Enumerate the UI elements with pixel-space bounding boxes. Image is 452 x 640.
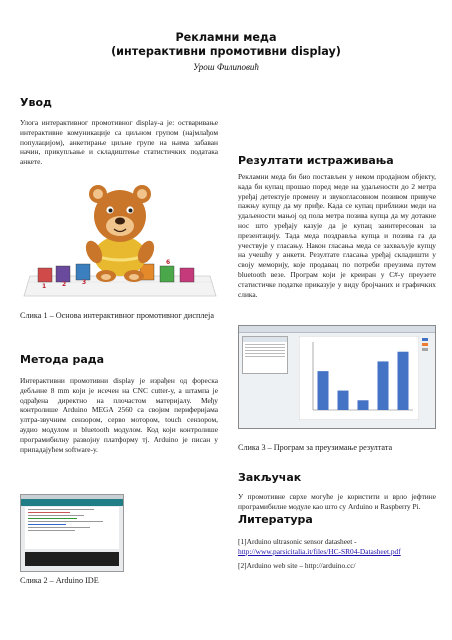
author: Урош Филиповић bbox=[193, 62, 259, 72]
svg-text:3: 3 bbox=[82, 279, 87, 286]
title-line-2: (интерактивни промотивни display) bbox=[111, 45, 341, 58]
intro-text: Улога интерактивног промотивног display-а је: остваривање интерактивне комуникације са циљном групом (најмлађом популацијом), анкетирање циљне групе на њима забаван начин, прикупљање и складиштење статистичких података анкете. bbox=[20, 118, 218, 167]
results-heading: Резултати истраживања bbox=[238, 154, 394, 167]
figure-1-caption: Слика 1 – Основа интерактивног промотивног дисплеја bbox=[20, 311, 214, 320]
chart-bar-2 bbox=[338, 391, 349, 410]
reference-2: [2]Arduino web site – http://arduino.cc/ bbox=[238, 561, 356, 570]
results-table bbox=[242, 336, 288, 374]
title-line-1: Рекламни меда bbox=[175, 31, 277, 44]
svg-text:2: 2 bbox=[62, 281, 67, 288]
reference-1 bbox=[238, 537, 436, 557]
chart-bar-4 bbox=[378, 361, 389, 410]
method-heading: Метода рада bbox=[20, 353, 105, 366]
chart-bar-3 bbox=[358, 400, 369, 410]
figure-3-caption: Слика 3 – Програм за преузимање резултата bbox=[238, 443, 393, 452]
chart-bar-1 bbox=[318, 371, 329, 410]
method-text: Интерактивни промотивни display је израђен од фореска дебљине 8 mm који је исечен на CNC cutter-у, а штампа је одрађена директно на плочастом материјалу. Међу контролише Arduino MEGA 2560 са својим периферијама ултра-звучним сензором, серво мотором, touch сензором, аудио модулом и bluetooth модулом. Код који контролише програмибилну развојну платформу тј. Arduino је писан у припадајућем software-у. bbox=[20, 376, 218, 454]
figure-3-program-window bbox=[238, 325, 436, 429]
figure-2-arduino-ide-image bbox=[20, 494, 124, 572]
reference-1-text: [1]Arduino ultrasonic sensor datasheet - bbox=[238, 537, 357, 546]
chart-bar-5 bbox=[398, 352, 409, 410]
references-heading: Литература bbox=[238, 513, 313, 526]
intro-heading: Увод bbox=[20, 96, 52, 109]
conclusion-text: У промотивне сврхе могуће је користити и врло јефтине програмибилне модуле као што су Arduino и Raspberry Pi. bbox=[238, 492, 436, 511]
svg-text:1: 1 bbox=[42, 283, 47, 290]
results-text: Рекламни меда би био постављен у неком продајном објекту, када би купац прошао поред меде на удаљености до 2 метра уређај детектује промену и звукогласовном позивом привуче пажњу купцу да му приђе. Када се купац приближи меди на удаљености мањој од пола метра позива купца да му дотакне нос што уређају казује да је купац заинтересован за презентацију. Тада меда поздравља купца и позива га да учествује у гласању. Након гласања меда се захваљује купцу на учешћу у анкети. Резултате гласања уређај складишти у своју меморију, које продавац по потреби преузима путем bluetooth везе. Програм који је креиран у C#-у преузете статистичке податке приказује у виду бројчаних и графичких слика. bbox=[238, 172, 436, 299]
reference-1-link[interactable]: http://www.parsicitalia.it/files/HC-SR04-Datasheet.pdf bbox=[238, 546, 401, 556]
results-bar-chart bbox=[299, 336, 419, 420]
figure-1-bear-image bbox=[20, 178, 220, 308]
figure-2-caption: Слика 2 – Arduino IDE bbox=[20, 576, 99, 585]
conclusion-heading: Закључак bbox=[238, 471, 302, 484]
svg-text:6: 6 bbox=[166, 259, 171, 266]
